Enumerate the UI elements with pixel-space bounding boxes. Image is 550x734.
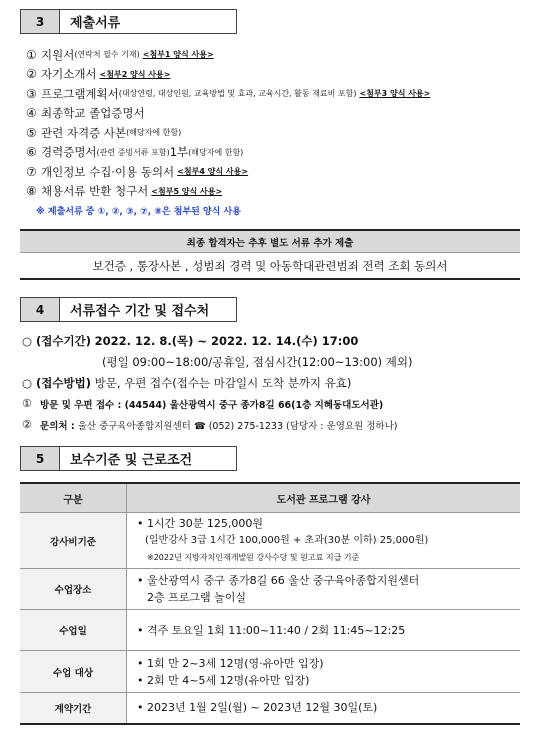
contact-row: ② 문의처 : 울산 중구육아종합지원센터 ☎ (052) 275-1233 (담당자 : 운영요원 정하나) xyxy=(22,418,398,432)
list-item: ⑦ 개인정보 수집·이용 동의서 <첨부4 양식 사용> xyxy=(26,164,249,179)
table-row xyxy=(20,610,520,651)
conditions-table xyxy=(20,482,520,725)
document-list xyxy=(26,45,430,221)
row-label: 강사비기준 xyxy=(20,513,127,569)
list-item: ⑥ 경력증명서 (관련 증빙서류 포함) 1부 (해당자에 한함) xyxy=(26,145,244,160)
table-row xyxy=(20,693,520,724)
column-header: 도서관 프로그램 강사 xyxy=(127,483,521,513)
section-number: 3 xyxy=(20,9,60,34)
table-row xyxy=(20,569,520,610)
list-item: ④ 최종학교 졸업증명서 xyxy=(26,106,145,121)
section-title: 보수기준 및 근로조건 xyxy=(60,446,237,471)
row-value: • 1회 만 2~3세 12명(영·유아만 입장) • 2회 만 4~5세 12명(유아만 입장) xyxy=(127,651,521,693)
row-value: • 울산광역시 중구 종가8길 66 울산 중구육아종합지원센터 2층 프로그램 놀이실 xyxy=(127,569,521,610)
list-note: ※ 제출서류 중 ①, ②, ③, ⑦, ⑧은 첨부된 양식 사용 xyxy=(36,207,241,218)
application-info xyxy=(22,330,542,435)
list-item: ⑧ 채용서류 반환 청구서 <첨부5 양식 사용> xyxy=(26,184,223,199)
row-value: • 격주 토요일 1회 11:00~11:40 / 2회 11:45~12:25 xyxy=(127,610,521,651)
row-label: 수업일 xyxy=(20,610,127,651)
banner-text: 보건증 , 통장사본 , 성범죄 경력 및 아동학대관련범죄 전력 조회 동의서 xyxy=(92,258,448,273)
row-label: 계약기간 xyxy=(20,693,127,724)
section-4-header xyxy=(20,297,237,322)
table-row xyxy=(20,513,520,569)
list-item: ② 자기소개서 <첨부2 양식 사용> xyxy=(26,67,171,82)
period-note: (평일 09:00~18:00/공휴일, 점심시간(12:00~13:00) 제외) xyxy=(102,354,413,369)
additional-documents-banner xyxy=(20,229,520,280)
column-header: 구분 xyxy=(20,483,127,513)
section-number: 5 xyxy=(20,446,60,471)
method-row: ○ (접수방법) 방문, 우편 접수(접수는 마감일시 도착 분까지 유효) xyxy=(22,375,352,390)
section-title: 제출서류 xyxy=(60,9,237,34)
row-label: 수업 대상 xyxy=(20,651,127,693)
table-header-row xyxy=(20,483,520,513)
banner-title: 최종 합격자는 추후 별도 서류 추가 제출 xyxy=(20,231,520,253)
period-row: ○ (접수기간) 2022. 12. 8.(목) ~ 2022. 12. 14.(수) 17:00 xyxy=(22,333,359,348)
section-title: 서류접수 기간 및 접수처 xyxy=(60,297,237,322)
row-value: • 2023년 1월 2일(월) ~ 2023년 12월 30일(토) xyxy=(127,693,521,724)
list-item: ③ 프로그램계획서 (대상연령, 대상인원, 교육방법 및 효과, 교육시간, 활동 재료비 포함) <첨부3 양식 사용> xyxy=(26,86,431,101)
table-row xyxy=(20,651,520,693)
row-label: 수업장소 xyxy=(20,569,127,610)
list-item: ① 지원서 (연락처 필수 기재) <첨부1 양식 사용> xyxy=(26,47,214,62)
section-number: 4 xyxy=(20,297,60,322)
section-3-header xyxy=(20,9,237,34)
list-item: ⑤ 관련 자격증 사본 (해당자에 한함) xyxy=(26,125,182,140)
section-5-header xyxy=(20,446,237,471)
address-row: ① 방문 및 우편 접수 : (44544) 울산광역시 중구 종가8길 66(1층 지혜동대도서관) xyxy=(22,397,384,411)
row-value: • 1시간 30분 125,000원 (일반강사 3급 1시간 100,000원 + 초과(30분 이하) 25,000원) ※2022년 지방자치인재개발원 강사수당 및 원고료 지급 기준 xyxy=(127,513,521,569)
